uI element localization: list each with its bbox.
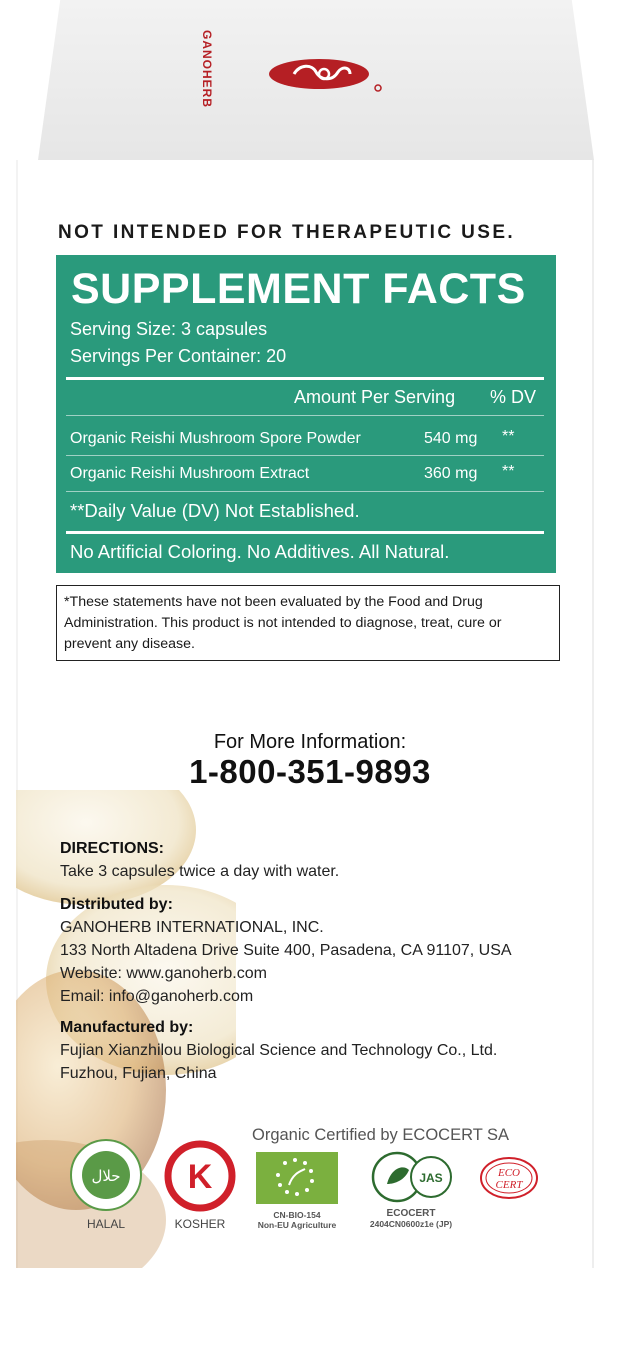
ecocert-icon [478, 1155, 540, 1201]
manufacturer-block [60, 1016, 497, 1085]
eu-organic-code: CN-BIO-154 [273, 1210, 321, 1220]
daily-value-header: % DV [490, 387, 537, 407]
directions-heading: DIRECTIONS: [60, 840, 164, 857]
facts-row [56, 422, 556, 456]
kosher-icon [164, 1140, 236, 1212]
facts-divider-thick [66, 531, 544, 534]
amount-per-serving-header: Amount Per Serving [294, 387, 456, 407]
directions-block [60, 837, 339, 883]
dv-note: **Daily Value (DV) Not Established. [70, 500, 360, 521]
ingredient-amount: 540 mg [424, 430, 478, 447]
ecocert-badge [474, 1155, 544, 1206]
eu-organic-badge [252, 1151, 342, 1230]
facts-divider-thick [66, 377, 544, 380]
ingredient-name: Organic Reishi Mushroom Spore Powder [70, 430, 361, 447]
jas-code: 2404CN0600z1e (JP) [369, 1219, 453, 1229]
facts-title: SUPPLEMENT FACTS [71, 265, 526, 313]
ingredient-name: Organic Reishi Mushroom Extract [70, 465, 310, 482]
jas-label: ECOCERT [386, 1208, 436, 1219]
ingredient-dv: ** [502, 463, 515, 480]
contact-label: For More Information: [213, 731, 407, 753]
fda-disclaimer: *These statements have not been evaluated by the Food and Drug Administration. This product is not intended to diagnose, treat, cure or prevent any disease. [56, 585, 560, 661]
therapeutic-warning: NOT INTENDED FOR THERAPEUTIC USE. [58, 222, 516, 243]
svg-text:K: K [187, 1158, 213, 1196]
servings-per-container: Servings Per Container: 20 [70, 346, 287, 366]
svg-text:JAS: JAS [419, 1171, 443, 1185]
distributor-line: GANOHERB INTERNATIONAL, INC. [60, 919, 324, 936]
distributor-line: 133 North Altadena Drive Suite 400, Pasadena, CA 91107, USA [60, 942, 512, 959]
serving-size: Serving Size: 3 capsules [70, 319, 268, 339]
manufacturer-line: Fuzhou, Fujian, China [60, 1065, 217, 1082]
jas-icon [365, 1150, 457, 1204]
distributor-line: Email: info@ganoherb.com [60, 988, 254, 1005]
distributor-line: Website: www.ganoherb.com [60, 965, 267, 982]
facts-divider [66, 455, 544, 456]
svg-text:حلال: حلال [91, 1167, 121, 1185]
certification-title: Organic Certified by ECOCERT SA [252, 1126, 510, 1144]
eu-organic-icon [255, 1151, 339, 1205]
kosher-badge [160, 1140, 240, 1231]
halal-icon [69, 1138, 143, 1212]
manufacturer-line: Fujian Xianzhilou Biological Science and Technology Co., Ltd. [60, 1042, 498, 1059]
halal-badge [66, 1138, 146, 1231]
directions-text: Take 3 capsules twice a day with water. [60, 863, 340, 880]
svg-text:ECO: ECO [498, 1167, 520, 1179]
halal-label: HALAL [86, 1217, 126, 1231]
facts-divider [66, 415, 544, 416]
ganoherb-logo-icon [266, 58, 386, 94]
ingredient-dv: ** [502, 428, 515, 445]
distributor-block [60, 893, 512, 1008]
brand-name: GANOHERB [200, 30, 214, 109]
eu-organic-origin: Non-EU Agriculture [257, 1220, 337, 1230]
natural-note: No Artificial Coloring. No Additives. All Natural. [70, 541, 450, 562]
ingredient-amount: 360 mg [424, 465, 478, 482]
supplement-facts-panel [56, 255, 556, 573]
jas-badge [356, 1150, 466, 1229]
svg-text:CERT: CERT [495, 1179, 523, 1191]
distributor-heading: Distributed by: [60, 896, 173, 913]
kosher-label: KOSHER [174, 1217, 226, 1231]
facts-divider [66, 491, 544, 492]
manufacturer-heading: Manufactured by: [60, 1019, 194, 1036]
facts-row [56, 457, 556, 491]
contact-phone: 1-800-351-9893 [189, 753, 431, 790]
